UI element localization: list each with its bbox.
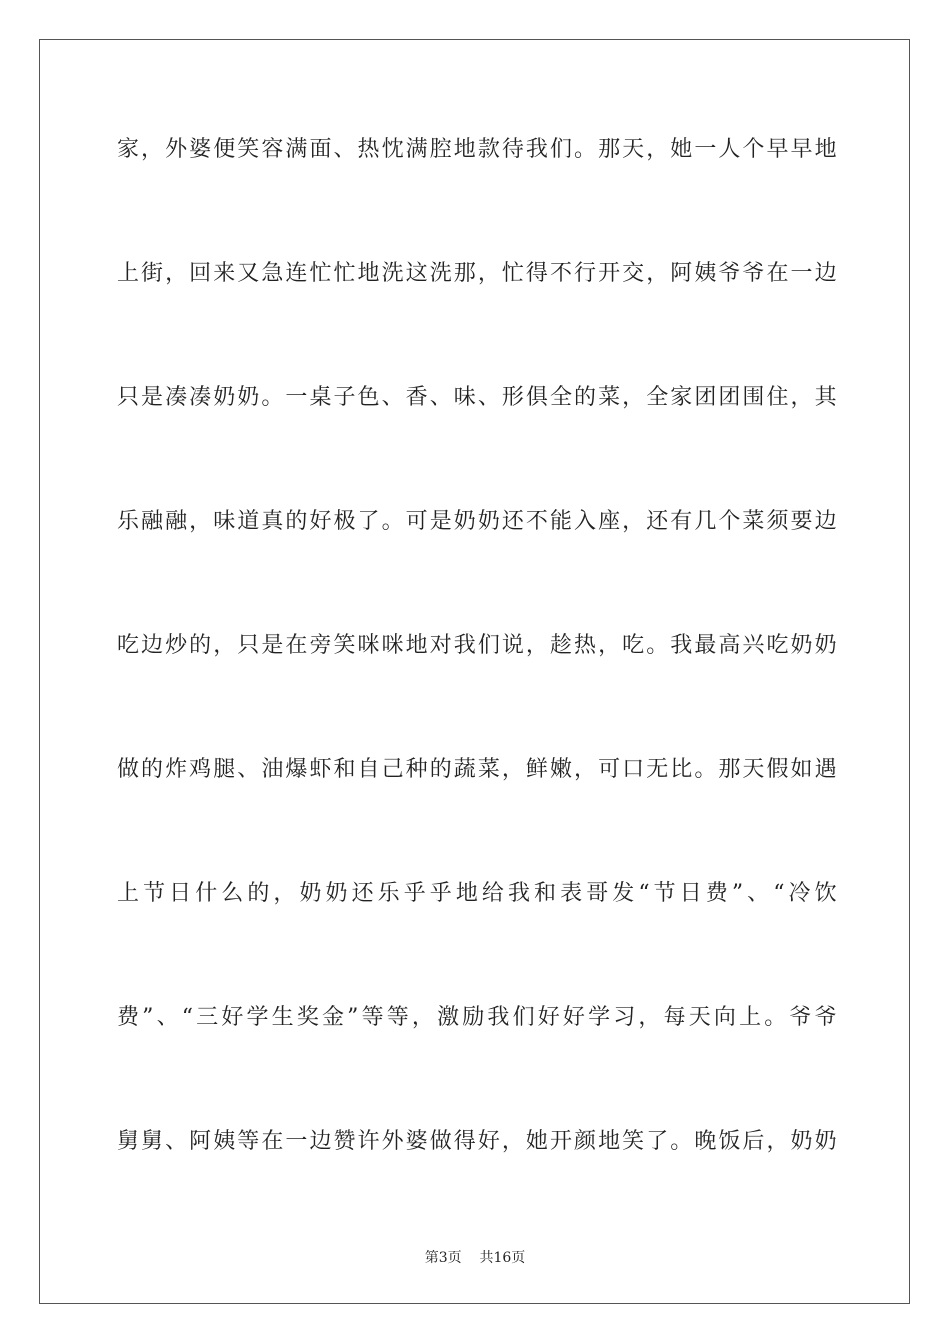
text-line: 只是凑凑奶奶。一桌子色、香、味、形俱全的菜，全家团团围住，其 [117, 385, 837, 410]
total-pages: 共16页 [479, 1250, 526, 1266]
text-line: 舅舅、阿姨等在一边赞许外婆做得好，她开颜地笑了。晚饭后，奶奶 [117, 1129, 837, 1154]
text-line: 家，外婆便笑容满面、热忱满腔地款待我们。那天，她一人个早早地 [117, 137, 837, 162]
body-text [117, 128, 837, 1244]
text-line: 乐融融，味道真的好极了。可是奶奶还不能入座，还有几个菜须要边 [117, 509, 837, 534]
page-number: 第3页 [424, 1250, 462, 1266]
text-line: 做的炸鸡腿、油爆虾和自己种的蔬菜，鲜嫩，可口无比。那天假如遇 [117, 757, 837, 782]
page-footer [0, 1249, 950, 1267]
text-line: 吃边炒的，只是在旁笑咪咪地对我们说，趁热，吃。我最高兴吃奶奶 [117, 633, 837, 658]
text-line: 上街，回来又急连忙忙地洗这洗那，忙得不行开交，阿姨爷爷在一边 [117, 261, 837, 286]
text-line: 费”、“三好学生奖金”等等，激励我们好好学习，每天向上。爷爷 [117, 1005, 837, 1030]
text-line: 上节日什么的，奶奶还乐乎乎地给我和表哥发“节日费”、“冷饮 [117, 881, 837, 906]
